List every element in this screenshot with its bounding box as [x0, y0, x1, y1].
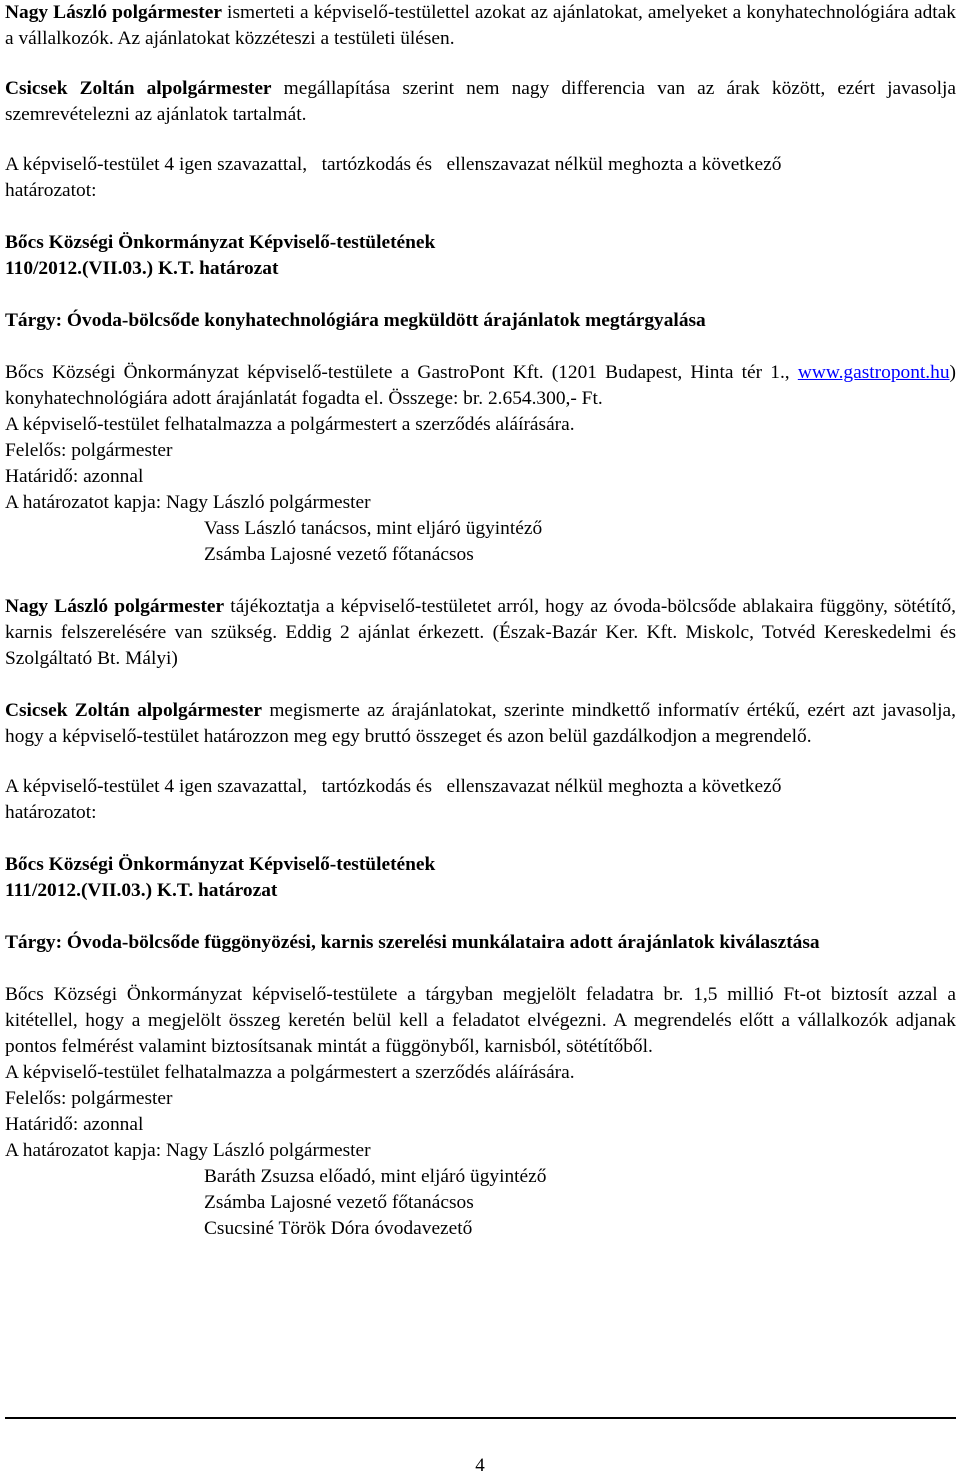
resolution-2-subject: Tárgy: Óvoda-bölcsőde függönyözési, karnis szerelési munkálataira adott árajánlatok kiválasztása: [5, 932, 820, 953]
vote-statement-2: [5, 774, 956, 826]
gastropont-link[interactable]: www.gastropont.hu: [797, 362, 950, 383]
paragraph-text: megállapítása szerint nem nagy differencia van az árak között, ezért javasolja szemrevételezni az ajánlatok tartalmát.: [5, 78, 956, 125]
responsible-line: Felelős: polgármester: [5, 440, 173, 461]
recipient-item: Csucsiné Török Dóra óvodavezető: [204, 1218, 473, 1239]
paragraph-deputy-prices: [5, 76, 956, 128]
resolution-1-subject: Tárgy: Óvoda-bölcsőde konyhatechnológiára megküldött árajánlatok megtárgyalása: [5, 310, 706, 331]
recipient-item: Vass László tanácsos, mint eljáró ügyintéző: [204, 518, 543, 539]
paragraph-deputy-offers: [5, 698, 956, 750]
resolution-text: ) konyhatechnológiára adott árajánlatát fogadta el. Összege: br. 2.654.300,- Ft.: [5, 362, 956, 409]
resolution-2-text: Bőcs Községi Önkormányzat képviselő-testülete a tárgyban megjelölt feladatra br. 1,5 millió Ft-ot biztosít azzal a kitétellel, hogy a megjelölt összeg keretén belül kell a feladatot elvégezni. A megrendelés előtt a vállalkozók adjanak pontos felmérést valamint biztosítsanak mintát a függönyből, karnisból, sötétítőből.: [5, 984, 956, 1057]
recipients-label: A határozatot kapja: Nagy László polgármester: [5, 1140, 371, 1161]
vote-line: A képviselő-testület 4 igen szavazattal, tartózkodás és ellenszavazat nélkül meghozta a következő: [5, 154, 782, 175]
resolution-body: Bőcs Községi Önkormányzat Képviselő-testületének: [5, 854, 436, 875]
responsible-line: Felelős: polgármester: [5, 1088, 173, 1109]
vote-statement-1: [5, 152, 956, 204]
paragraph-mayor-offers: [5, 0, 956, 52]
authorization-line: A képviselő-testület felhatalmazza a polgármestert a szerződés aláírására.: [5, 414, 575, 435]
speaker-name: Csicsek Zoltán alpolgármester: [5, 700, 263, 721]
resolution-number: 111/2012.(VII.03.) K.T. határozat: [5, 880, 278, 901]
recipient-item: Zsámba Lajosné vezető főtanácsos: [204, 544, 474, 565]
resolution-number: 110/2012.(VII.03.) K.T. határozat: [5, 258, 279, 279]
resolution-text: Bőcs Községi Önkormányzat képviselő-testülete a GastroPont Kft. (1201 Budapest, Hinta tér 1.,: [5, 362, 798, 383]
page-number: 4: [475, 1455, 485, 1476]
vote-line: határozatot:: [5, 802, 97, 823]
paragraph-text: ismerteti a képviselő-testülettel azokat az ajánlatokat, amelyeket a konyhatechnológiára adtak a vállalkozók. Az ajánlatokat közzéteszi a testületi ülésen.: [5, 2, 956, 49]
footer-divider: [5, 1417, 956, 1419]
resolution-1-text: [5, 360, 956, 412]
resolution-1-header: [5, 230, 956, 282]
paragraph-text: tájékoztatja a képviselő-testületet arról, hogy az óvoda-bölcsőde ablakaira függöny, sötétítő, karnis felszerelésére van szükség. Eddig 2 ajánlat érkezett. (Észak-Bazár Ker. Kft. Miskolc, Totvéd Kereskedelmi és Szolgáltató Bt. Mályi): [5, 596, 956, 669]
resolution-2-header: [5, 852, 956, 904]
paragraph-curtains: [5, 594, 956, 672]
recipients-label: A határozatot kapja: Nagy László polgármester: [5, 492, 371, 513]
deadline-line: Határidő: azonnal: [5, 466, 144, 487]
authorization-line: A képviselő-testület felhatalmazza a polgármestert a szerződés aláírására.: [5, 1062, 575, 1083]
recipient-item: Baráth Zsuzsa előadó, mint eljáró ügyintéző: [204, 1166, 547, 1187]
speaker-name: Nagy László polgármester: [5, 2, 222, 23]
paragraph-text: megismerte az árajánlatokat, szerinte mindkettő informatív értékű, ezért azt javasolja, hogy a képviselő-testület határozzon meg egy bruttó összeget és azon belül gazdálkodjon a megrendelő.: [5, 700, 956, 747]
resolution-body: Bőcs Községi Önkormányzat Képviselő-testületének: [5, 232, 436, 253]
deadline-line: Határidő: azonnal: [5, 1114, 144, 1135]
speaker-name: Csicsek Zoltán alpolgármester: [5, 78, 272, 99]
vote-line: A képviselő-testület 4 igen szavazattal, tartózkodás és ellenszavazat nélkül meghozta a következő: [5, 776, 782, 797]
speaker-name: Nagy László polgármester: [5, 596, 225, 617]
vote-line: határozatot:: [5, 180, 97, 201]
recipient-item: Zsámba Lajosné vezető főtanácsos: [204, 1192, 474, 1213]
